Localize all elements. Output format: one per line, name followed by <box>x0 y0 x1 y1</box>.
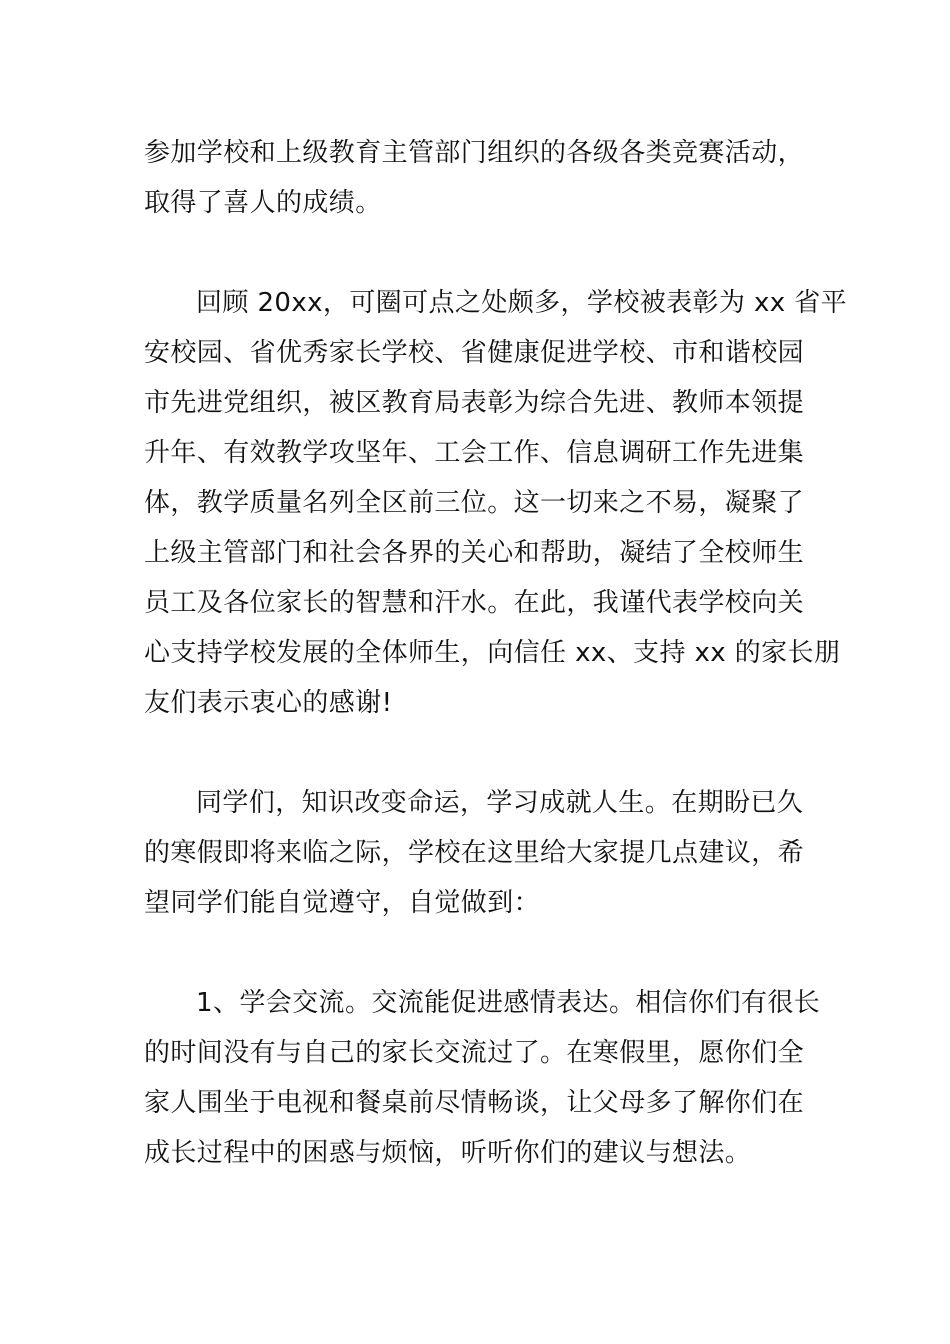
text-line: 家人围坐于电视和餐桌前尽情畅谈，让父母多了解你们在 <box>144 1088 805 1118</box>
text-line: 回顾 20xx，可圈可点之处颇多，学校被表彰为 xx 省平 <box>196 288 848 318</box>
text-line: 的寒假即将来临之际，学校在这里给大家提几点建议，希 <box>144 838 805 868</box>
text-line: 参加学校和上级教育主管部门组织的各级各类竞赛活动， <box>144 138 805 168</box>
text-line: 友们表示衷心的感谢! <box>144 688 393 718</box>
paragraph-review-honors <box>144 278 848 728</box>
text-line: 体，教学质量名列全区前三位。这一切来之不易，凝聚了 <box>144 488 805 518</box>
text-line: 的时间没有与自己的家长交流过了。在寒假里，愿你们全 <box>144 1038 805 1068</box>
text-line: 望同学们能自觉遵守，自觉做到： <box>144 888 541 918</box>
paragraph-winter-break-suggestions <box>144 778 808 928</box>
text-line: 取得了喜人的成绩。 <box>144 188 382 218</box>
text-line: 市先进党组织，被区教育局表彰为综合先进、教师本领提 <box>144 388 805 418</box>
text-line: 成长过程中的困惑与烦恼，听听你们的建议与想法。 <box>144 1138 752 1168</box>
text-line: 员工及各位家长的智慧和汗水。在此，我谨代表学校向关 <box>144 588 805 618</box>
text-line: 安校园、省优秀家长学校、省健康促进学校、市和谐校园 <box>144 338 805 368</box>
text-line: 心支持学校发展的全体师生，向信任 xx、支持 xx 的家长朋 <box>144 638 841 668</box>
text-line: 升年、有效教学攻坚年、工会工作、信息调研工作先进集 <box>144 438 805 468</box>
text-line: 上级主管部门和社会各界的关心和帮助，凝结了全校师生 <box>144 538 805 568</box>
text-line: 同学们，知识改变命运，学习成就人生。在期盼已久 <box>196 788 804 818</box>
text-line: 1、学会交流。交流能促进感情表达。相信你们有很长 <box>196 988 821 1018</box>
paragraph-competition-results <box>144 128 808 228</box>
document-body <box>144 128 848 1178</box>
paragraph-suggestion-1-communicate <box>144 978 821 1178</box>
